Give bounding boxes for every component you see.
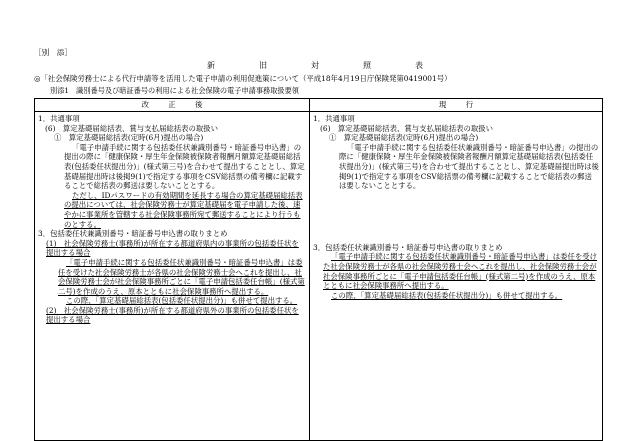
current-sec3-heading: 3．包括委任状兼識別番号・暗証番号申込書の取りまとめ — [313, 242, 503, 252]
revised-column — [35, 112, 310, 441]
column-header-revised: 改 正 後 — [35, 99, 310, 112]
revised-sec3-heading: 3．包括委任状兼識別番号・暗証番号申込書の取りまとめ — [38, 229, 228, 239]
revised-sec1-6-heading: (6) 算定基礎届総括表、賞与支払届総括表の取扱い — [45, 123, 219, 133]
revised-sec1-6-1-heading: ① 算定基礎届総括表(定時(6月)提出の場合) — [54, 133, 204, 143]
revised-sec3-item-1-body-2: この際、「算定基礎届総括表(包括委任状提出分)」も併せて提出する。 — [66, 296, 298, 306]
page-title: 新 旧 対 照 表 — [207, 61, 441, 70]
current-sec3-body: 「電子申請手続に関する包括委任状兼識別番号・暗証番号申込書」は委任を受けた社会保険労務士が各県の社会保険労務士会へこれを提出し、社会保険労務士会が社会保険事務所ごとに「電子申請包括委任台帳」(様式第二号)を作成のうえ、原本とともに社会保険事務所へ提出する。 — [323, 252, 598, 291]
revised-sec3-item-1: (1) 社会保険労務士(事務所)が所在する都道府県内の事業所の包括委任状を提出する場合 — [46, 238, 299, 258]
revised-sec3-item-2: (2) 社会保険労務士(事務所)が所在する都道府県外の事業所の包括委任状を提出する場合 — [46, 305, 299, 325]
current-sec1-6-heading: (6) 算定基礎届総括表、賞与支払届総括表の取扱い — [320, 123, 494, 133]
current-paragraph-1: 「電子申請手続に関する包括委任状兼識別番号・暗証番号申込書」の提出の際に「健康保険・厚生年金保険被保険者報酬月額算定基礎届総括表(包括委任状提出分)」(様式第三号)を合わせて提出することとし、算定基礎届提出時は後掲9(1)で指定する事項をCSV総括票の備考欄に記載することで総括表の郵送は要しないこととする。 — [339, 142, 599, 191]
column-header-current: 現 行 — [310, 99, 603, 112]
comparison-table — [34, 98, 603, 441]
current-sec1-6-1-heading: ① 算定基礎届総括表(定時(6月)提出の場合) — [329, 133, 479, 143]
current-sec3-body-2: この際、「算定基礎届総括表(包括委任状提出分)」も併せて提出する。 — [331, 290, 563, 300]
current-column — [310, 112, 603, 441]
revised-sec3-item-1-body: 「電子申請手続に関する包括委任状兼識別番号・暗証番号申込書」は委任を受けた社会保険労務士が各県の社会保険労務士会へこれを提出し、社会保険労務士会が社会保険事務所ごとに「電子申請包括委任台帳」(様式第二号)を作成のうえ、原本とともに社会保険事務所へ提出する。 — [58, 257, 305, 296]
current-sec1-heading: 1．共通事項 — [313, 114, 355, 123]
revised-sec1-heading: 1．共通事項 — [38, 114, 80, 123]
revised-paragraph-2-added: ただし、IDパスワードの有効期間を延長する場合の算定基礎届総括表の提出については、社会保険労務士が算定基礎届を電子申請した後、速やかに事業所を管轄する社会保険事務所宛て郵送することにより行うものとする。 — [64, 190, 303, 229]
attachment-label: ［別 添］ — [34, 48, 72, 57]
notice-reference: ◎「社会保険労務士による代行申請等を活用した電子申請の利用促進策について（平成18年4月19日庁保険発第0419001号） — [34, 74, 452, 83]
attachment-subtitle: 別添1 識別番号及び暗証番号の利用による社会保険の電子申請事務取扱要領 — [50, 86, 299, 95]
revised-paragraph-1: 「電子申請手続に関する包括委任状兼識別番号・暗証番号申込書」の提出の際に「健康保険・厚生年金保険被保険者報酬月額算定基礎届総括表(包括委任状提出分)」(様式第三号)を合わせて提出することとし、算定基礎届提出時は後掲9(1)で指定する事項をCSV総括票の備考欄に記載することで総括表の郵送は要しないこととする。 — [64, 142, 305, 191]
